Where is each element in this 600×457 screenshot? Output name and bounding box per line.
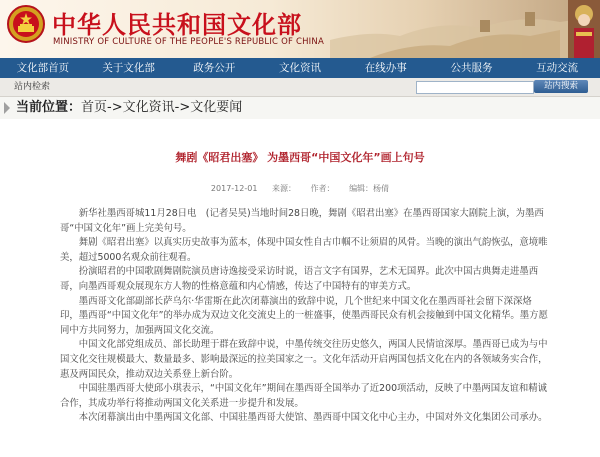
article-title: 舞剧《昭君出塞》 为墨西哥“中国文化年”画上句号	[175, 151, 425, 164]
national-emblem-icon	[6, 4, 46, 44]
article-paragraph: 中国文化部党组成员、部长助理于群在致辞中说，中墨传统交往历史悠久，两国人民情谊深厚。墨西哥已成为与中国文化交往规模最大、数量最多、影响最深远的拉美国家之一。文化年活动开启两国包括文化在内的各领域务实合作，惠及两国民众，推动双边关系登上新台阶。	[60, 339, 548, 380]
article-paragraph: 扮演昭君的中国歌剧舞剧院演员唐诗逸接受采访时说，语言文字有国界，艺术无国界。此次中国古典舞走进墨西哥，向墨西哥观众展现东方人物的性格意蕴和内心情感，传达了中国特有的审美方式。	[60, 266, 539, 292]
great-wall-illustration	[330, 0, 600, 58]
nav-item-home[interactable]: 文化部首页	[16, 62, 70, 74]
breadcrumb-culture-news[interactable]: ->文化资讯	[107, 100, 175, 115]
breadcrumb-label: 当前位置：	[16, 100, 82, 115]
nav-item-culture-news[interactable]: 文化资讯	[279, 62, 322, 74]
site-subtitle: MINISTRY OF CULTURE OF THE PEOPLE'S REPUBLIC OF CHINA	[53, 37, 324, 47]
main-nav	[0, 58, 600, 78]
article-body	[60, 207, 548, 426]
article-author: 作者：	[310, 184, 335, 193]
nav-item-public-services[interactable]: 公共服务	[450, 62, 493, 74]
article-editor: 编辑：杨倩	[349, 184, 390, 193]
nav-item-government-affairs[interactable]: 政务公开	[193, 62, 236, 74]
article-meta	[0, 183, 600, 194]
site-search-bar	[0, 78, 600, 97]
site-banner	[0, 0, 600, 58]
article	[0, 119, 600, 457]
article-source: 来源：	[271, 184, 296, 193]
article-paragraph: 中国驻墨西哥大使邱小琪表示，“中国文化年”期间在墨西哥全国举办了近200项活动，反映了中墨两国友谊和精诚合作，其成功举行将推动两国文化关系进一步提升和发展。	[60, 383, 548, 409]
site-title[interactable]: 中华人民共和国文化部	[52, 10, 302, 39]
article-date: 2017-12-01	[210, 184, 258, 193]
nav-item-interaction[interactable]: 互动交流	[536, 62, 579, 74]
nav-item-online-services[interactable]: 在线办事	[364, 62, 407, 74]
search-input[interactable]	[416, 81, 534, 94]
breadcrumb	[0, 97, 600, 120]
article-paragraph: 本次闭幕演出由中墨两国文化部、中国驻墨西哥大使馆、墨西哥中国文化中心主办，中国对外文化集团公司承办。	[78, 412, 548, 424]
breadcrumb-culture-headlines[interactable]: ->文化要闻	[174, 100, 243, 115]
nav-item-about[interactable]: 关于文化部	[102, 62, 155, 74]
article-paragraph: 墨西哥文化部副部长萨乌尔·华雷斯在此次闭幕演出的致辞中说，几个世纪来中国文化在墨西哥社会留下深深烙印，墨西哥“中国文化年”的举办成为双边文化交流史上的一桩盛事，使墨西哥民众有机会接触到中国文化精华。墨方愿同中方共同努力，加强两国文化交流。	[60, 295, 548, 336]
search-button[interactable]: 站内搜索	[534, 80, 588, 93]
arrow-right-icon	[4, 102, 10, 114]
site-search-label: 站内检索	[14, 82, 51, 92]
breadcrumb-home[interactable]: 首页	[81, 100, 108, 115]
article-paragraph: 舞剧《昭君出塞》以真实历史故事为蓝本，体现中国女性自古巾帼不让须眉的风骨。当晚的演出气韵恢弘，意境唯美，超过5000名观众前往观看。	[60, 237, 548, 263]
article-paragraph: 新华社墨西哥城11月28日电 (记者吴昊)当地时间28日晚，舞剧《昭君出塞》在墨西哥国家大剧院上演，为墨西哥“中国文化年”画上完美句号。	[60, 208, 544, 234]
